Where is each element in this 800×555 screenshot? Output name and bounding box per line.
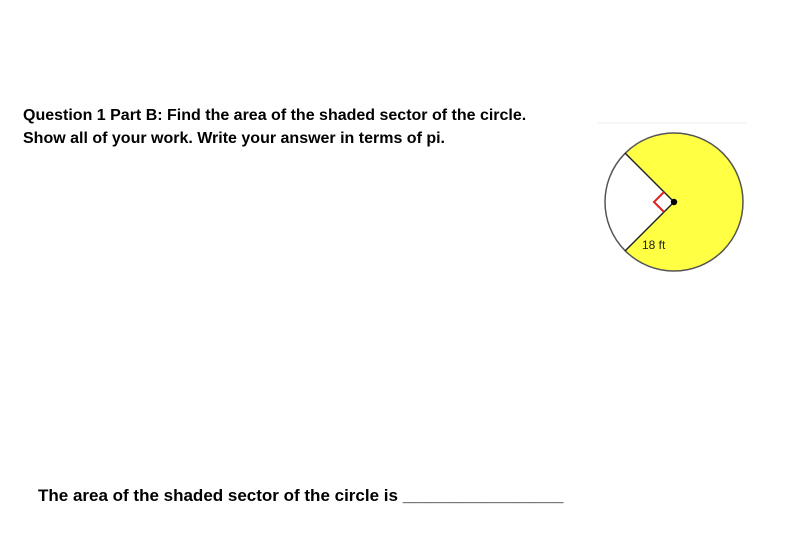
answer-blank[interactable]: _________________ xyxy=(402,486,564,505)
question-line-1: Question 1 Part B: Find the area of the shaded sector of the circle. xyxy=(23,107,527,124)
radius-label: 18 ft xyxy=(642,238,666,252)
answer-line xyxy=(38,486,563,506)
question-text xyxy=(23,104,583,150)
answer-prompt: The area of the shaded sector of the circle is xyxy=(38,486,398,505)
question-line-2: Show all of your work. Write your answer in terms of pi. xyxy=(23,130,445,147)
circle-diagram xyxy=(598,122,748,282)
circle-sector-figure xyxy=(598,122,748,282)
center-point xyxy=(671,199,677,205)
